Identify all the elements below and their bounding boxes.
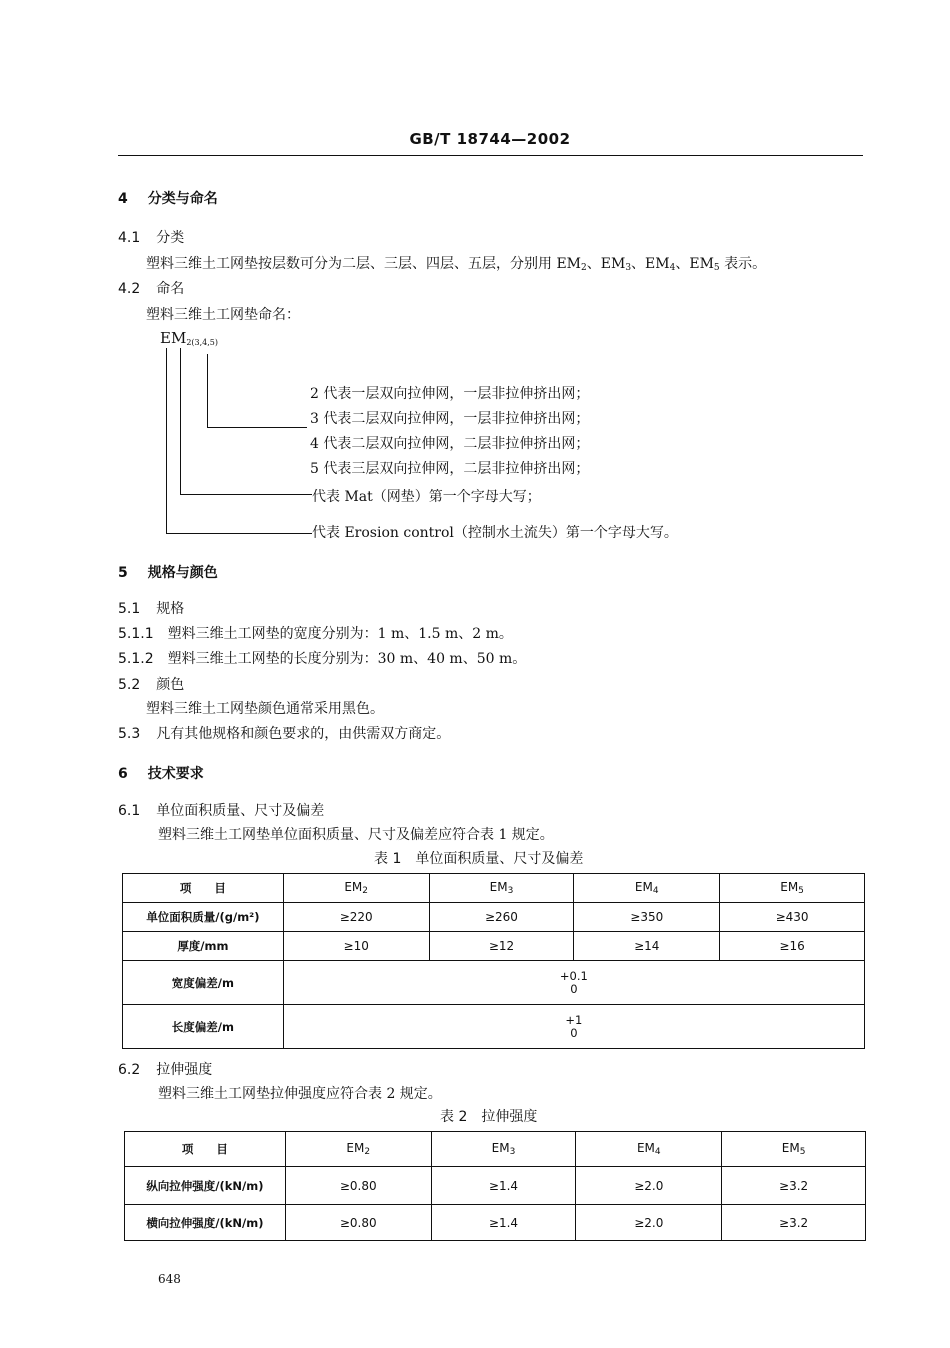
- section-6-2-heading: [118, 1059, 212, 1079]
- bracket-line-sub: [207, 354, 208, 428]
- table-row: [123, 903, 865, 932]
- section-5-heading: [118, 562, 218, 582]
- section-title: 技术要求: [147, 766, 204, 782]
- section-6-1-heading: [118, 800, 324, 820]
- legend-item-3: 3 代表二层双向拉伸网，一层非拉伸挤出网；: [310, 411, 590, 427]
- legend-item-m: 代表 Mat（网垫）第一个字母大写；: [312, 489, 541, 505]
- page-number: 648: [158, 1272, 181, 1286]
- section-number: 4.2: [118, 281, 141, 297]
- section-number: 5.1: [118, 601, 141, 617]
- bracket-line-m: [180, 348, 181, 495]
- table-1: [122, 873, 865, 1049]
- section-title: 单位面积质量、尺寸及偏差: [156, 803, 325, 819]
- table-row-label: 长度偏差/m: [123, 1005, 284, 1049]
- section-5-3: 5.3 凡有其他规格和颜色要求的，由供需双方商定。: [118, 726, 451, 742]
- section-number: 5.1.2: [118, 651, 154, 667]
- section-4-heading: [118, 188, 218, 208]
- section-6-1-text: 塑料三维土工网垫单位面积质量、尺寸及偏差应符合表 1 规定。: [158, 827, 554, 843]
- table-cell: ≥220: [283, 903, 429, 932]
- table-cell: ≥350: [574, 903, 720, 932]
- section-title: 规格: [156, 601, 185, 617]
- table-cell-tolerance: +1 0: [283, 1005, 864, 1049]
- table-header-cell: $EM_4$: [576, 1132, 722, 1167]
- section-4-2-text: 塑料三维土工网垫命名：: [146, 307, 300, 323]
- section-number: 4: [118, 191, 128, 207]
- table-cell: ≥3.2: [722, 1205, 866, 1241]
- section-4-2-heading: [118, 278, 184, 298]
- table-cell: ≥1.4: [431, 1205, 576, 1241]
- table-cell: ≥14: [574, 932, 720, 961]
- section-title: 分类与命名: [147, 191, 218, 207]
- section-5-1-2: 5.1.2 塑料三维土工网垫的长度分别为：30 m、40 m、50 m。: [118, 651, 527, 667]
- table-row: [123, 874, 865, 903]
- section-4-1-heading: [118, 227, 184, 247]
- section-6-2-text: 塑料三维土工网垫拉伸强度应符合表 2 规定。: [158, 1086, 442, 1102]
- legend-item-2: 2 代表一层双向拉伸网，一层非拉伸挤出网；: [310, 386, 590, 402]
- section-title: 命名: [156, 281, 185, 297]
- table-row-label: 厚度/mm: [123, 932, 284, 961]
- naming-code: $EM_{2(3,4,5)}$: [160, 329, 218, 347]
- bracket-line-m-h: [180, 494, 312, 495]
- table-row: [125, 1205, 866, 1241]
- table-cell: ≥260: [429, 903, 574, 932]
- section-number: 5.3: [118, 726, 141, 742]
- table-cell: ≥2.0: [576, 1205, 722, 1241]
- table-row: [125, 1167, 866, 1205]
- table-cell: ≥2.0: [576, 1167, 722, 1205]
- section-title: 拉伸强度: [156, 1062, 213, 1078]
- table-row-label: 单位面积质量/(g/m²): [123, 903, 284, 932]
- table-header-cell: $EM_2$: [285, 1132, 431, 1167]
- legend-item-e: 代表 Erosion control（控制水土流失）第一个字母大写。: [312, 525, 678, 541]
- section-number: 6: [118, 766, 128, 782]
- section-number: 5: [118, 565, 128, 581]
- section-5-1-1: 5.1.1 塑料三维土工网垫的宽度分别为：1 m、1.5 m、2 m。: [118, 626, 513, 642]
- table-header-cell: 项 目: [125, 1132, 286, 1167]
- section-number: 5.2: [118, 677, 141, 693]
- section-6-heading: [118, 763, 204, 783]
- table-cell: ≥1.4: [431, 1167, 576, 1205]
- table-header-cell: $EM_5$: [720, 874, 865, 903]
- bracket-line-e: [166, 348, 167, 534]
- table-row: [123, 961, 865, 1005]
- section-title: 颜色: [156, 677, 185, 693]
- table-cell: ≥3.2: [722, 1167, 866, 1205]
- table-cell: ≥0.80: [285, 1205, 431, 1241]
- section-4-1-text: 塑料三维土工网垫按层数可分为二层、三层、四层、五层，分别用 $EM_2$、$EM_3$、$EM_4$、$EM_5$ 表示。: [146, 256, 767, 273]
- table-header-cell: $EM_3$: [431, 1132, 576, 1167]
- table-cell: ≥430: [720, 903, 865, 932]
- table-row-label: 横向拉伸强度/(kN/m): [125, 1205, 286, 1241]
- section-number: 5.1.1: [118, 626, 154, 642]
- section-5-1-heading: [118, 598, 184, 618]
- section-5-2-heading: [118, 674, 184, 694]
- table-cell-tolerance: +0.1 0: [283, 961, 864, 1005]
- table-header-cell: $EM_3$: [429, 874, 574, 903]
- table-2: [124, 1131, 866, 1241]
- table-header-cell: $EM_4$: [574, 874, 720, 903]
- bracket-line-sub-h: [207, 427, 307, 428]
- table-cell: ≥16: [720, 932, 865, 961]
- section-title: 规格与颜色: [147, 565, 218, 581]
- table-row-label: 纵向拉伸强度/(kN/m): [125, 1167, 286, 1205]
- table-row: [125, 1132, 866, 1167]
- table-header-cell: 项 目: [123, 874, 284, 903]
- table-cell: ≥10: [283, 932, 429, 961]
- section-number: 6.1: [118, 803, 141, 819]
- section-number: 4.1: [118, 230, 141, 246]
- header-rule: [118, 155, 863, 156]
- table-header-cell: $EM_2$: [283, 874, 429, 903]
- table-2-caption: 表 2 拉伸强度: [440, 1109, 538, 1125]
- table-cell: ≥0.80: [285, 1167, 431, 1205]
- table-header-cell: $EM_5$: [722, 1132, 866, 1167]
- legend-item-4: 4 代表二层双向拉伸网，二层非拉伸挤出网；: [310, 436, 590, 452]
- table-cell: ≥12: [429, 932, 574, 961]
- table-1-caption: 表 1 单位面积质量、尺寸及偏差: [374, 851, 584, 867]
- table-row: [123, 1005, 865, 1049]
- bracket-line-e-h: [166, 533, 312, 534]
- legend-item-5: 5 代表三层双向拉伸网，二层非拉伸挤出网；: [310, 461, 590, 477]
- section-title: 分类: [156, 230, 185, 246]
- table-row: [123, 932, 865, 961]
- section-number: 6.2: [118, 1062, 141, 1078]
- standard-number-header: GB/T 18744—2002: [409, 130, 571, 148]
- section-5-2-text: 塑料三维土工网垫颜色通常采用黑色。: [146, 701, 384, 717]
- table-row-label: 宽度偏差/m: [123, 961, 284, 1005]
